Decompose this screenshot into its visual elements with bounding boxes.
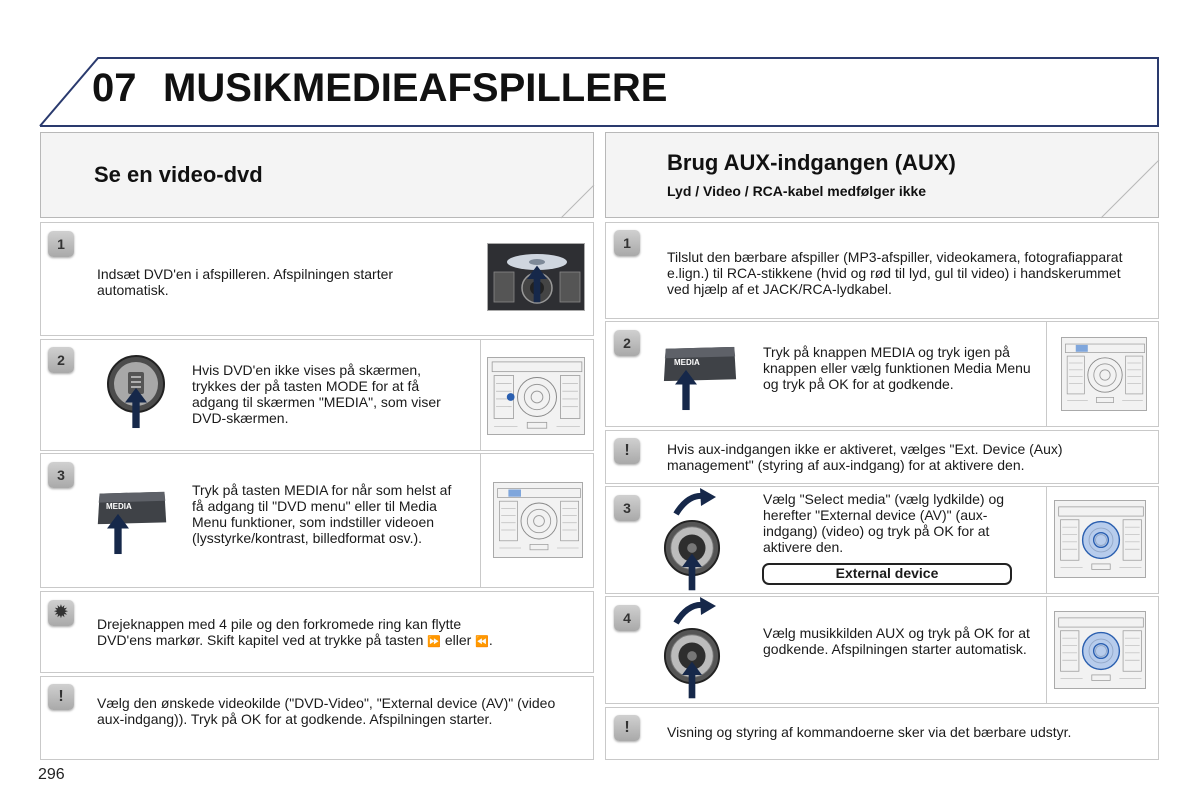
left-note-text: Vælg den ønskede videokilde ("DVD-Video", "External device (AV)" (video aux-indgang)). Tryk på OK for at godkende. Afspilningen starter.: [97, 695, 556, 727]
right-step-3-divider: [1046, 486, 1047, 594]
tip-line-1: Drejeknappen med 4 pile og den forkromede ring kan flytte: [97, 616, 462, 632]
step-badge: 1: [614, 230, 640, 256]
chapter-number: 07: [92, 66, 137, 110]
arrow-up-icon: [682, 660, 702, 700]
external-device-option[interactable]: External device: [762, 563, 1012, 585]
arrow-up-icon: [125, 386, 147, 430]
left-step-1-text: Indsæt DVD'en i afspilleren. Afspilningen starter automatisk.: [97, 266, 394, 298]
radio-panel-image: [1054, 611, 1146, 689]
radio-panel-image: [1061, 337, 1147, 411]
left-step-3-text: Tryk på tasten MEDIA for når som helst af få adgang til "DVD menu" eller til Media Menu funktioner, som indstiller videoen (lysstyrke/kontrast, billedformat osv.).: [192, 482, 452, 546]
step-badge: 3: [48, 462, 74, 488]
page-number: 296: [38, 766, 65, 783]
radio-panel-image: [487, 357, 585, 435]
arrow-up-icon: [682, 552, 702, 592]
tip-or-word: eller: [444, 632, 472, 648]
right-warning-text: Hvis aux-indgangen ikke er aktiveret, vælges "Ext. Device (Aux) management" (styring af aux-indgang) for at aktivere den.: [667, 441, 1063, 473]
right-note-text: Visning og styring af kommandoerne sker via det bærbare udstyr.: [667, 724, 1072, 740]
step-badge: 3: [614, 495, 640, 521]
rotate-arrow-icon: [672, 488, 716, 518]
section-corner: [606, 133, 1160, 219]
left-step-3-divider: [480, 453, 481, 588]
left-section-title: Se en video-dvd: [94, 162, 263, 187]
right-step-4-divider: [1046, 596, 1047, 704]
arrow-up-icon: [675, 368, 697, 412]
tip-end: .: [488, 632, 493, 648]
step-badge: 1: [48, 231, 74, 257]
right-step-2-text: Tryk på knappen MEDIA og tryk igen på knappen eller vælg funktionen Media Menu og tryk på OK for at godkende.: [763, 344, 1031, 392]
left-step-2-divider: [480, 339, 481, 451]
radio-panel-image: [1054, 500, 1146, 578]
radio-panel-image: [493, 482, 583, 558]
tip-line-2: [97, 632, 577, 650]
next-chapter-icon: ⏩: [427, 636, 441, 648]
arrow-up-icon: [107, 512, 129, 556]
right-step-3-text: Vælg "Select media" (vælg lydkilde) og herefter "External device (AV)" (aux-indgang) (video) og tryk på OK for at aktivere den.: [763, 491, 1005, 555]
warning-icon: !: [614, 715, 640, 741]
media-button-label: MEDIA: [106, 502, 132, 511]
step-badge: 2: [614, 330, 640, 356]
left-tip-text: [97, 616, 577, 650]
media-button[interactable]: [662, 346, 738, 382]
right-step-2-divider: [1046, 321, 1047, 427]
chapter-title: MUSIKMEDIEAFSPILLERE: [163, 66, 668, 110]
warning-icon: !: [614, 438, 640, 464]
right-step-4-text: Vælg musikkilden AUX og tryk på OK for at godkende. Afspilningen starter automatisk.: [763, 625, 1030, 657]
step-badge: 4: [614, 605, 640, 631]
left-step-2-text: Hvis DVD'en ikke vises på skærmen, trykkes der på tasten MODE for at få adgang til skærmen "MEDIA", som viser DVD-skærmen.: [192, 362, 441, 426]
dvd-player-image: [487, 243, 585, 311]
gear-icon: ✹: [48, 600, 74, 626]
rotate-arrow-icon: [672, 597, 716, 627]
warning-icon: !: [48, 684, 74, 710]
step-badge: 2: [48, 347, 74, 373]
right-section-title: Brug AUX-indgangen (AUX): [667, 150, 956, 175]
right-step-1-text: Tilslut den bærbare afspiller (MP3-afspiller, videokamera, fotografiapparat e.lign.) til RCA-stikkene (hvid og rød til lyd, gul til video) i handskerummet ved hjælp af et JACK/RCA-lydkabel.: [667, 249, 1123, 297]
media-button-label: MEDIA: [674, 358, 700, 367]
right-section-subtitle: Lyd / Video / RCA-kabel medfølger ikke: [667, 183, 927, 199]
previous-chapter-icon: ⏪: [475, 636, 489, 648]
arrow-up-icon: [527, 264, 547, 304]
tip-line-2-text: DVD'ens markør. Skift kapitel ved at trykke på tasten: [97, 632, 424, 648]
